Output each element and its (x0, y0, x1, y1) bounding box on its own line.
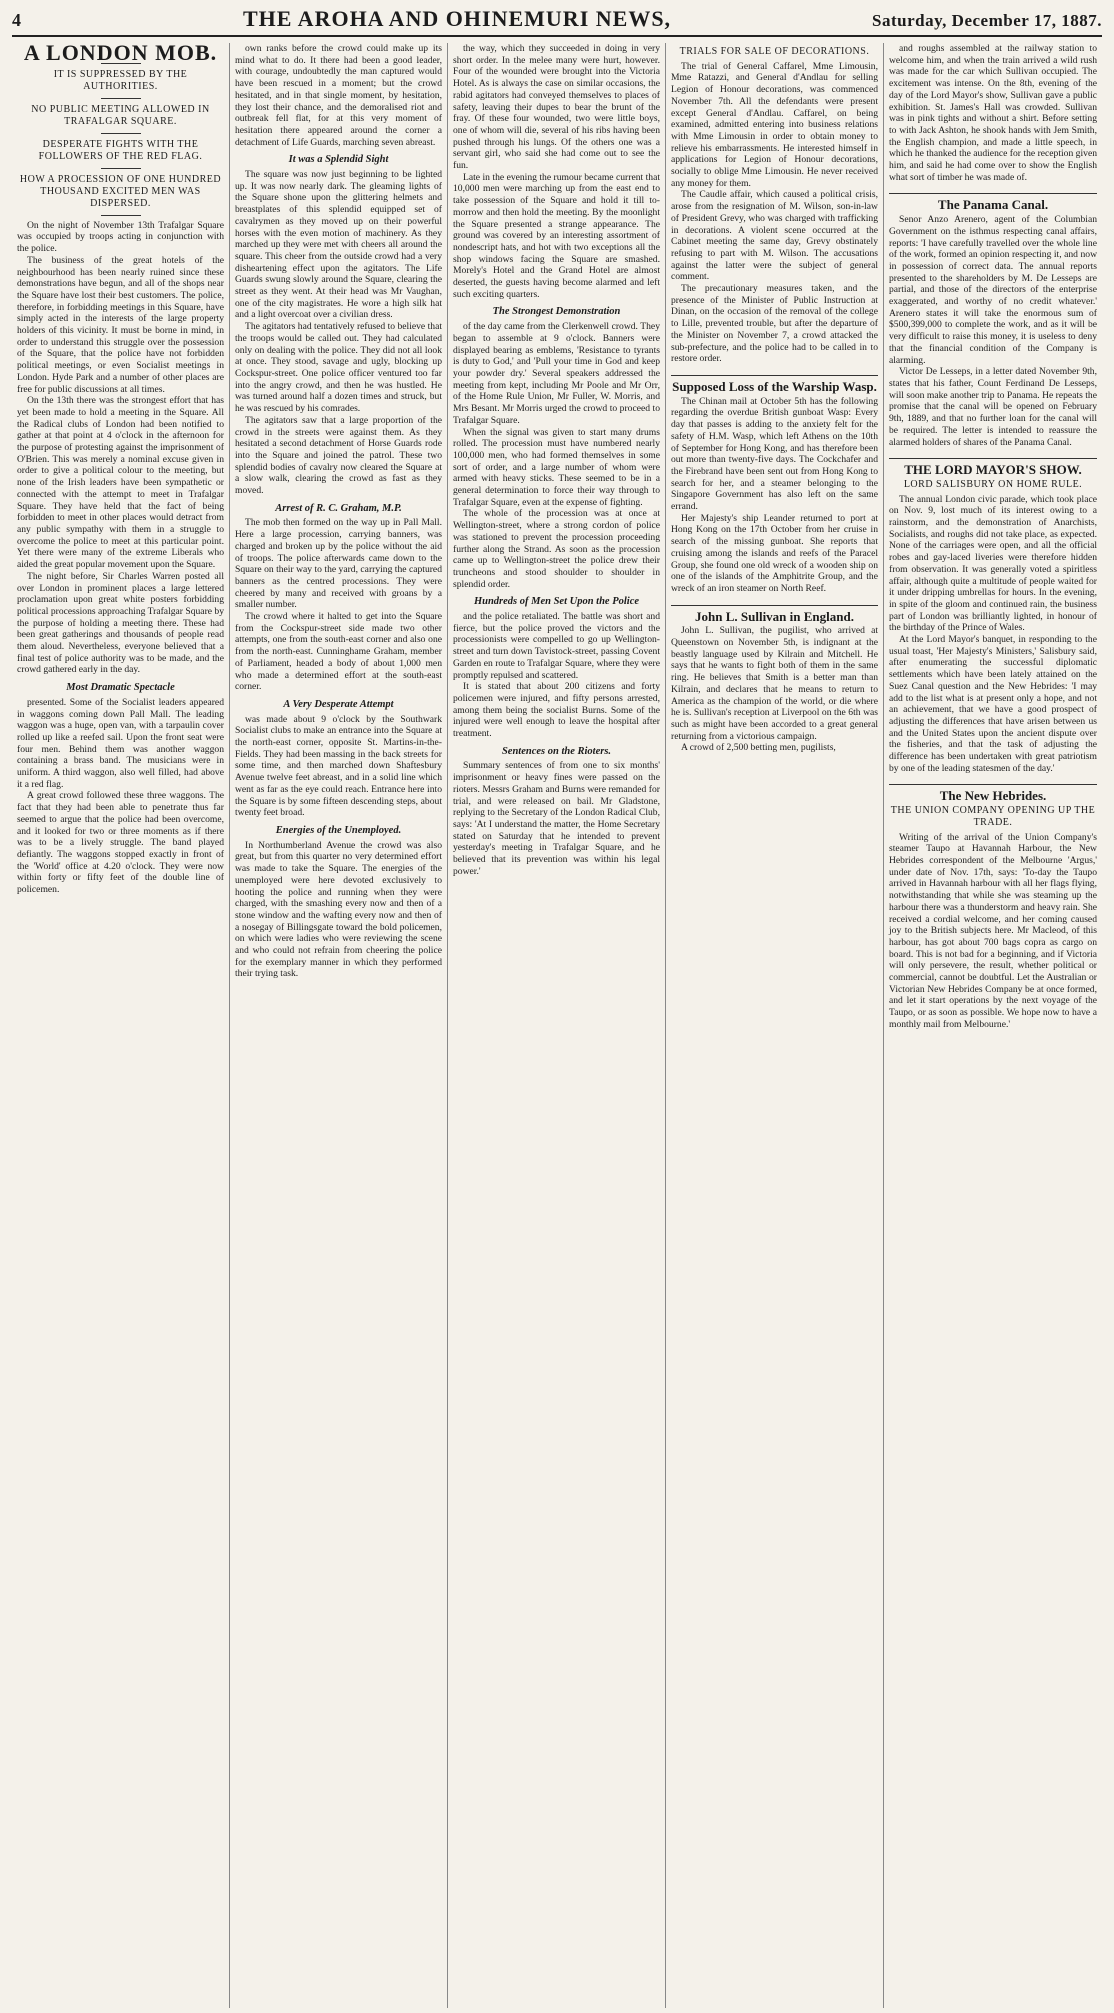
paragraph: was made about 9 o'clock by the Southwark Socialist clubs to make an entrance into the Square at the north-east corner, opposite St. Martins-in-the-Fields. They had been massing in the back streets for some time, and then marched down Shaftesbury Avenue twelve feet abreast, and in a solid line which went as far as the eye could reach. Entrance here into the Square is by some fifteen descending steps, about twenty feet broad. (235, 713, 442, 819)
paragraph: The precautionary measures taken, and the presence of the Minister of Public Instruction at Dinan, on the occasion of the removal of the college to Lille, prevented trouble, but after the departure of the Minister on November 7, a crowd attacked the sub-prefecture, and the police had to be called in to restore order. (671, 283, 878, 365)
paragraph: The whole of the procession was at once at Wellington-street, where a strong cordon of police was stationed to prevent the procession proceeding further along the Strand. As soon as the procession came up to Wellington-street the police drew their truncheons and stood shoulder to shoulder in splendid order. (453, 508, 660, 590)
paragraph: presented. Some of the Socialist leaders appeared in waggons coming down Pall Mall. The leading waggon was a huge, open van, with a tarpaulin cover rolled up like a reefed sail. Upon the front seat were four men. Behind them was another waggon containing a brass band. The musicians were in uniform. A third waggon, also well filled, had above it a red flag. (17, 696, 224, 790)
deck: HOW A PROCESSION OF ONE HUNDRED THOUSAND EXCITED MEN WAS DISPERSED. (19, 173, 222, 209)
paragraph: In Northumberland Avenue the crowd was also great, but from this quarter no very determined effort was made to take the Square. The energies of the unemployed were here devoted exclusively to hooting the police and running when they were charged, with the smashing every now and then of a stone window and the wafting every now and then of a nosegay of Billingsgate toward the bold policemen, on which were ladies who were reviewing the scene and who could not refrain from cheering the police for the exemplary manner in which they performed their trying task. (235, 839, 442, 980)
paragraph: Late in the evening the rumour became current that 10,000 men were marching up from the east end to take possession of the Square and hold it till to-morrow and then hold the meeting. By the moonlight the Square presented a strange appearance. The ground was covered by an interesting assortment of nondescript hats, and hot with two exceptions all the shop windows facing the Square are smashed. Morely's Hotel and the Grand Hotel are almost deserted, the guests having become alarmed and left such exciting quarters. (453, 171, 660, 300)
subheading: Energies of the Unemployed. (275, 825, 402, 836)
divider (101, 168, 141, 169)
section-heading: Supposed Loss of the Warship Wasp. (671, 375, 878, 393)
subheading: Arrest of R. C. Graham, M.P. (275, 502, 402, 514)
paragraph: Her Majesty's ship Leander returned to port at Hong Kong on the 17th October from her cruise in search of the missing gunboat. She reports that cruising among the islands and reefs of the Paracel Group, she found one old wreck of a wooden ship on one of the islands of the Amphitrite Group, and the wreck of an iron steamer on North Reef. (671, 512, 878, 594)
paragraph: When the signal was given to start many drums rolled. The procession must have numbered nearly 100,000 men, who had formed themselves in some sort of order, and a large number of whom were armed with heavy sticks. These seemed to be in a general determination to force their way through to Trafalgar Square, even at the expense of fighting. (453, 426, 660, 508)
paragraph: the way, which they succeeded in doing in very short order. In the melee many were hurt, however. Four of the wounded were brought into the Victoria Hotel. As is always the case on similar occasions, the rabid agitators had conveyed themselves to places of safety, leaving their dupes to bear the brunt of the fray. Of these four wounded, two were little boys, one of whom will die, several of his ribs having been pushed through his lungs. Of the others one was a servant girl, who said she had come out to see the fun. (453, 43, 660, 172)
paragraph: own ranks before the crowd could make up its mind what to do. It there had been a good leader, with courage, undoubtedly the man captured would have been rescued in a moment; but the crowd hesitated, and in that single moment, by hesitation, they lost their chance, and the demoralised riot and outbreak fell flat, for at this very moment of hesitation there appeared around the corner a detachment of Life Guards, marching seven abreast. (235, 43, 442, 148)
paragraph: The business of the great hotels of the neighbourhood has been nearly ruined since these demonstrations have begun, and all of the shops near the Square have lost their best customers. The police, therefore, in forbidding meetings in this Square, have simply acted in the interests of the large property holders of this vicinity. It must be borne in mind, in order to understand this struggle over the possession of the Square, that the police have not forbidden political meetings, or even Socialist meetings in London. Hyde Park and a number of other places are free for public discussions at all times. (17, 254, 224, 395)
paragraph: of the day came from the Clerkenwell crowd. They began to assemble at 9 o'clock. Banners were displayed bearing as emblems, 'Resistance to tyrants is duty to God,' and 'Pull your time in God and keep your powder dry.' Several speakers addressed the meeting from kept, including Mr Poole and Mr Orr, of the Home Rule Union, Mr Fuller, W. Morris, and Mrs Besant. Mr Morris urged the crowd to proceed to Trafalgar Square. (453, 321, 660, 426)
section-heading: The Panama Canal. (889, 193, 1097, 211)
deck: DESPERATE FIGHTS WITH THE FOLLOWERS OF THE RED FLAG. (38, 138, 203, 162)
paragraph: On the night of November 13th Trafalgar Square was occupied by troops acting in conjunction with the police. (17, 219, 224, 255)
column-3 (448, 43, 666, 2008)
headline: A LONDON MOB. (23, 43, 218, 65)
deck: THE UNION COMPANY OPENING UP THE TRADE. (890, 805, 1096, 828)
column-5 (884, 43, 1102, 2008)
page-number: 4 (12, 10, 22, 30)
article-columns (12, 43, 1102, 2008)
paragraph: Victor De Lesseps, in a letter dated November 9th, states that his father, Count Ferdinand De Lesseps, will soon make another trip to Panama. He repeats the promise that the canal will be opened on February 9th, 1889, and that no further loan for the canal will be required. The letter is intended to reassure the alarmed holders of shares of the Panama Canal. (889, 366, 1097, 448)
section-heading: John L. Sullivan in England. (671, 605, 878, 623)
paragraph: A great crowd followed these three waggons. The fact that they had been able to penetrate thus far seemed to argue that the police had been overcome, and it looked for two or three moments as if there was to be a lively struggle. The band played defiantly. The waggons stopped exactly in front of the 'World' office at 4.20 o'clock. They were now within forty or fifty feet of the double line of policemen. (17, 790, 224, 896)
paragraph: The annual London civic parade, which took place on Nov. 9, lost much of its interest owing to a rainstorm, and the demonstration of Anarchists, Socialists, and roughs did not take place, as expected. None of the carriages were open, and all the official robes and gay-laced liveries were therefore hidden from observation. It was generally voted a spiritless affair, although quite a multitude of people waited for it under dripping umbrellas for hours. In the evening, in spite of the gloom and continued rain, the business part of London was brilliantly lighted, in honour of the birthday of the Prince of Wales. (889, 493, 1097, 634)
subheading: Hundreds of Men Set Upon the Police (473, 596, 640, 608)
paragraph: and roughs assembled at the railway station to welcome him, and when the train arrived a wild rush was made for the car which Sullivan occupied. The excitement was intense. On the 8th, evening of the day of the Lord Mayor's show, Sullivan gave a public exhibition. St. James's Hall was crowded. Sullivan was in pink tights and without a shirt. Before setting to with Jack Ashton, he shook hands with Jem Smith, the English champion, and made a little speech, in which he thanked the audience for the reception given him, and said he had come over to show the English what sort of timber he was made of. (889, 43, 1097, 183)
paragraph: The Caudle affair, which caused a political crisis, arose from the resignation of M. Wilson, son-in-law of President Grevy, who was charged with trafficking in decorations. A violent scene occurred at the Cabinet meeting the same day, Grevy obstinately refusing to part with M. Wilson. The accusations against the latter were the subject of general comment. (671, 189, 878, 283)
divider (101, 133, 141, 134)
divider (101, 215, 141, 216)
paragraph: Writing of the arrival of the Union Company's steamer Taupo at Havannah Harbour, the New Hebrides correspondent of the Melbourne 'Argus,' under date of Nov. 17th, says: 'To-day the Taupo arrived in Havannah harbour with all her flags flying, notwithstanding that while she was steaming up the harbour there was a thunderstorm and heavy rain. She received a cordial welcome, and her coming caused joy to the British subjects here. Mr Macleod, of this harbour, has got about 700 bags copra as cargo on board. This is not bad for a beginning, and if Victoria will only persevere, the result, whether political or commercial, cannot be doubtful. Let the Australian or Victorian New Hebrides Company be at once formed, and let it start operations by the next voyage of the Taupo, or as soon as possible. We hope now to have a monthly mail from Melbourne.' (889, 831, 1097, 1030)
subheading: It was a Splendid Sight (288, 154, 389, 166)
deck: IT IS SUPPRESSED BY THE AUTHORITIES. (53, 68, 188, 92)
paragraph: The mob then formed on the way up in Pall Mall. Here a large procession, carrying banners, was charged and broken up by the police without the aid of troops. The police afterwards came down to the Square on their way to the yard, carrying the captured banners as the centred processions. They were cheered by many and received with groans by a smaller number. (235, 517, 442, 611)
paragraph: The agitators had tentatively refused to believe that the troops would be called out. They had calculated only on dealing with the police. They did not all look at once. They stood, savage and ugly, blocking up Cockspur-street. One police officer ventured too far into the angry crowd, and then he was hustled. He was turned around half a dozen times and struck, but he was rescued by his comrades. (235, 321, 442, 415)
subheading: Sentences on the Rioters. (501, 745, 612, 757)
divider (101, 98, 141, 99)
deck: LORD SALISBURY ON HOME RULE. (903, 478, 1083, 490)
paragraph: The night before, Sir Charles Warren posted all over London in prominent places a large lettered proclamation upon great white posters forbidding political processions approaching Trafalgar Square by the purpose of holding a meeting there. These had been great gatherings and thousands of people read them aloud. Nevertheless, everyone believed that a final test of police authority was to be made, and the crowd gathered early in the day. (17, 570, 225, 676)
column-2 (230, 43, 448, 2008)
subheading: Most Dramatic Spectacle (66, 682, 175, 694)
column-1 (12, 43, 230, 2008)
paragraph: The trial of General Caffarel, Mme Limousin, Mme Ratazzi, and General d'Andlau for selling Legion of Honour decorations, was commenced November 7th. All the defendants were present except General d'Andlau. Caffarel, on being examined, admitted entering into business relations with Mme Limousin in order to obtain money to relieve his embarrassments. He interested himself in applications for Legion of Honour decorations, socially to oblige Mme Limousin. He never received any money for them. (671, 60, 878, 189)
paragraph: A crowd of 2,500 betting men, pugilists, (681, 742, 836, 754)
paragraph: Senor Anzo Arenero, agent of the Columbian Government on the isthmus respecting canal affairs, reports: 'I have carefully travelled over the whole line of the work, formed an opinion respecting it, and now in possession of correct data. The annual reports presented to the shareholders by M. De Lesseps are partial, and those of the directors of the enterprise exaggerated, and worthy of no credit whatever.' Arenero states it will take the enormous sum of $500,399,000 to complete the work, and as it will be very difficult to raise this money, it is useless to deny that the financial condition of the Company is alarming. (889, 214, 1097, 366)
section-heading: The New Hebrides. (889, 784, 1097, 802)
paragraph: Summary sentences of from one to six months' imprisonment or heavy fines were passed on the rioters. Messrs Graham and Burns were remanded for trial, and were released on bail. Mr Gladstone, replying to the Secretary of the London Radical Club, says: 'At I understand the matter, the Home Secretary stated on Saturday that he intended to prevent yesterday's meeting in Trafalgar Square, and he believed that its prevention was within his legal power.' (453, 760, 660, 877)
subheading: The Strongest Demonstration (492, 306, 621, 318)
paragraph: It is stated that about 200 citizens and forty policemen were injured, and fifty persons arrested, among them being the socialist Burns. Some of the injured were well enough to leave the hospital after treatment. (453, 681, 660, 740)
paragraph: The square was now just beginning to be lighted up. It was now nearly dark. The gleaming lights of the Square shone upon the glittering helmets and breastplates of this splendid equipped set of cavalrymen as they moved up on their powerful horses with the even motion of machinery. As they marched up they were met with cheers all around the square. This cheer from the outside crowd had a very disheartening effect upon the agitators. The Life Guards swung slowly around the Square, clearing the street as they went. At their head was Mr Vaughan, one of the city magistrates. He wore a high silk hat and a light overcoat over a civilian dress. (235, 169, 442, 321)
paragraph: The Chinan mail at October 5th has the following regarding the overdue British gunboat Wasp: Every day that passes is adding to the anxiety felt for the safety of H.M. Wasp, which left Athens on the 10th of September for Hong Kong, and has therefore been out more than twenty-five days. The Cockchafer and the Firebrand have been sent out from Hong Kong to search for her, and a steamer belonging to the Singapore Government has also left on the same errand. (671, 395, 878, 513)
column-4 (666, 43, 884, 2008)
masthead (12, 6, 1102, 37)
issue-date: Saturday, December 17, 1887. (872, 11, 1102, 30)
paragraph: The agitators saw that a large proportion of the crowd in the streets were against them. As they hesitated a second detachment of Horse Guards rode into the Square and joined the patrol. These two splendid bodies of cavalry now cleared the Square at a slow walk, clearing the crowd as fast as they moved. (235, 414, 442, 497)
paragraph: The crowd where it halted to get into the Square from the Cockspur-street side made two other attempts, one from the south-east corner and also one from the north-east. Cunninghame Graham, member of Parliament, headed a body of about 1,000 men who made a determined effort at the south-east corner. (235, 611, 442, 693)
newspaper-title: THE AROHA AND OHINEMURI NEWS, (242, 6, 672, 31)
section-heading: TRIALS FOR SALE OF DECORATIONS. (679, 46, 870, 57)
subheading: A Very Desperate Attempt (283, 698, 394, 710)
paragraph: John L. Sullivan, the pugilist, who arrived at Queenstown on November 5th, is indignant at the beastly language used by Kilrain and Mitchell. He says that he wants to fight both of them in the same ring. He believes that Smith is a better man than Kilrain, and declares that he means to return to America as the champion of the world, or die where he is. Sullivan's reception at Liverpool on the 6th was such as might have been accorded to a great general returning from a victorious campaign. (671, 625, 878, 742)
section-heading: THE LORD MAYOR'S SHOW. (889, 458, 1097, 476)
paragraph: On the 13th there was the strongest effort that has yet been made to hold a meeting in the Square. All the Radical clubs of London had been notified to gather at that point at 4 o'clock in the afternoon for the purpose of protesting against the imprisonment of O'Brien. This was merely a nominal excuse given in order to give a political colour to the meeting, but none of the Irish leaders have been sympathetic or connected with the attempt to meet in Trafalgar Square. They have held that the fact of being forbidden to meet in other places would detract from any public sympathy with them in a struggle to overcome the police to meet at this particular point. Yet there were many of the extreme Liberals who aided the great popular movement upon the Square. (17, 395, 224, 571)
paragraph: At the Lord Mayor's banquet, in responding to the usual toast, 'Her Majesty's Ministers,' Salisbury said, after enumerating the successful diplomatic settlements which have been lately attained on the Suez Canal question and the New Hebrides: 'I may add to the list what is at present only a hope, and not an achievement, that we have a good prospect of adjusting the differences that have arisen between us and the United States upon the ancient dispute over the fisheries, and that the task of adjusting the difference has been undertaken with great patriotism by one of the leading statesmen of the day.' (889, 634, 1097, 774)
deck: NO PUBLIC MEETING ALLOWED IN TRAFALGAR SQUARE. (31, 103, 210, 127)
paragraph: and the police retaliated. The battle was short and fierce, but the police proved the victors and the processionists were compelled to go up Wellington-street and turn down Tavistock-street, passing Covent Garden en route to Trafalgar Square, where they were promptly repulsed and scattered. (453, 611, 660, 681)
